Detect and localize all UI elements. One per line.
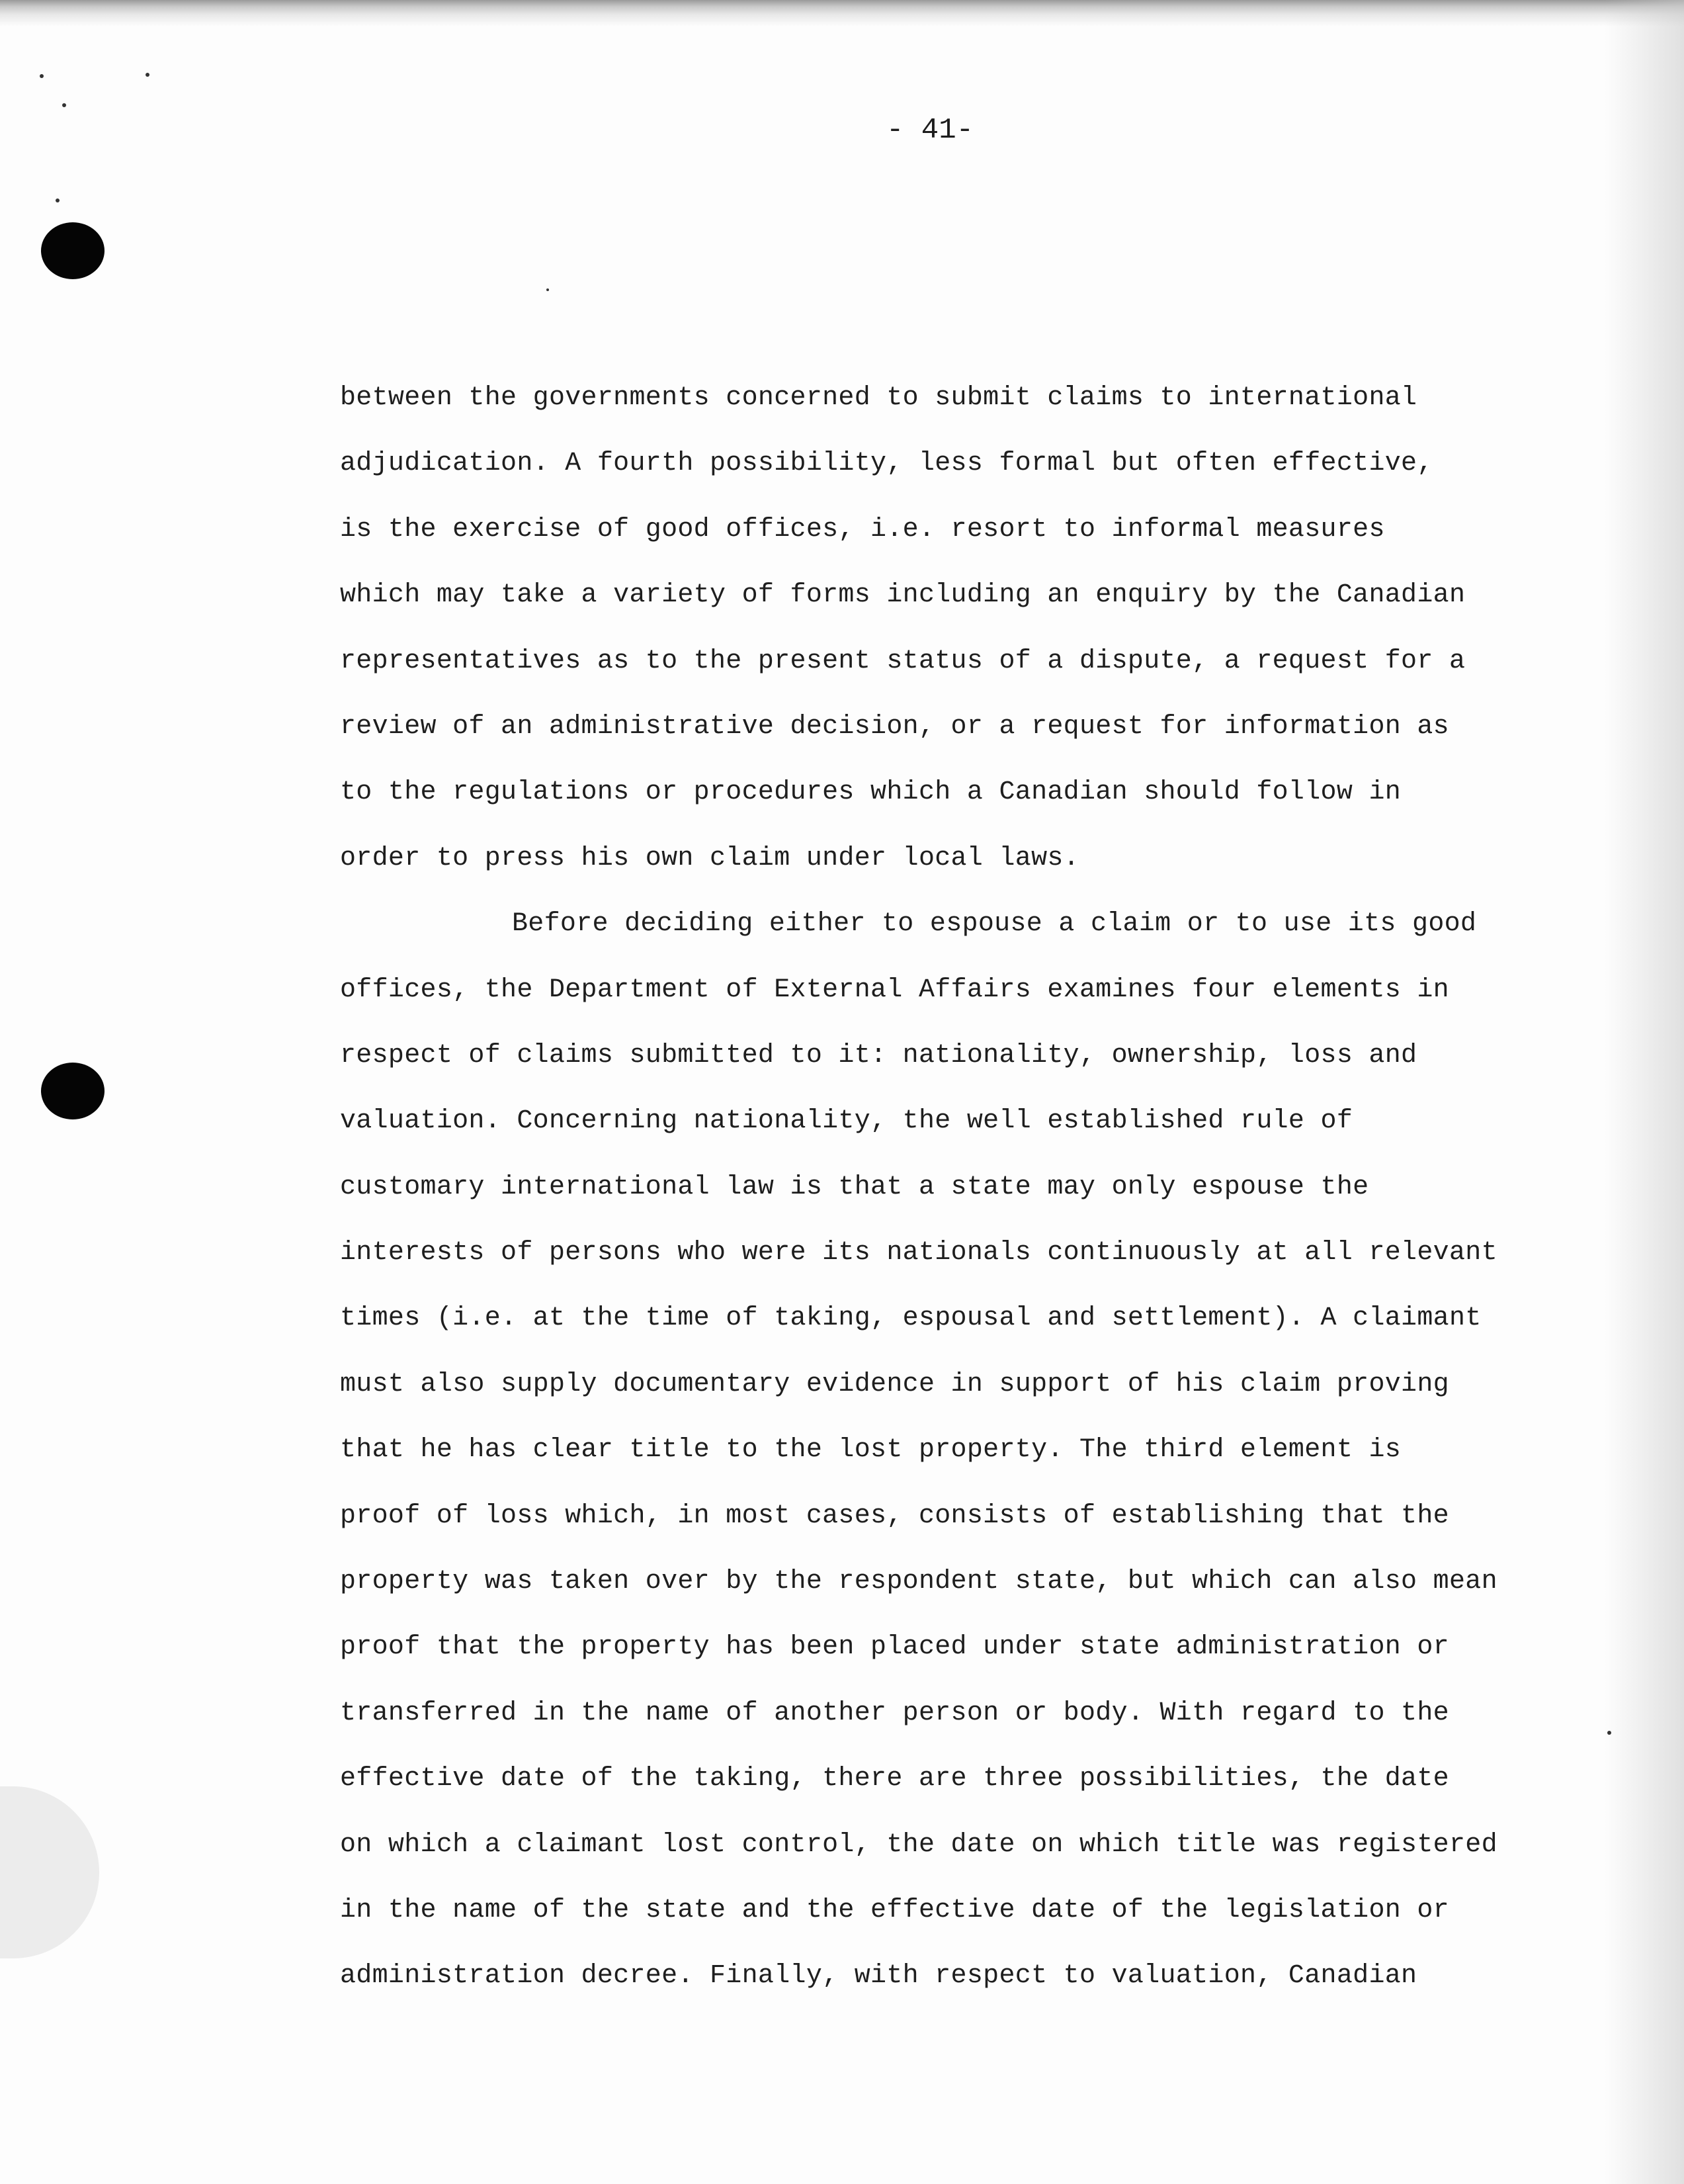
- paragraph-start-line: Before deciding either to espouse a claim or to use its good: [512, 909, 1477, 939]
- text-line: administration decree. Finally, with respect to valuation, Canadian: [340, 1961, 1417, 1991]
- text-line: to the regulations or procedures which a Canadian should follow in: [340, 777, 1402, 808]
- text-line: must also supply documentary evidence in support of his claim proving: [340, 1369, 1449, 1399]
- scan-speck: [56, 198, 60, 202]
- scan-top-edge: [0, 0, 1684, 26]
- scan-speck: [40, 74, 44, 78]
- scan-shadow: [0, 1786, 99, 1958]
- text-line: which may take a variety of forms including an enquiry by the Canadian: [340, 580, 1466, 611]
- scan-speck: [146, 73, 149, 77]
- text-line: that he has clear title to the lost property. The third element is: [340, 1435, 1402, 1465]
- text-line: valuation. Concerning nationality, the well established rule of: [340, 1106, 1353, 1137]
- page-number: - 41-: [886, 114, 974, 147]
- text-line: interests of persons who were its nationals continuously at all relevant: [340, 1238, 1497, 1268]
- text-line: proof of loss which, in most cases, consists of establishing that the: [340, 1501, 1449, 1531]
- text-line: respect of claims submitted to it: nationality, ownership, loss and: [340, 1040, 1417, 1070]
- scan-right-edge: [1605, 0, 1684, 2184]
- text-line: between the governments concerned to submit claims to international: [340, 383, 1417, 413]
- scan-speck: [62, 103, 66, 107]
- text-line: transferred in the name of another person or body. With regard to the: [340, 1698, 1449, 1728]
- punch-hole-top: [41, 222, 105, 279]
- text-line: adjudication. A fourth possibility, less formal but often effective,: [340, 449, 1433, 479]
- text-line: is the exercise of good offices, i.e. resort to informal measures: [340, 514, 1385, 545]
- text-line: effective date of the taking, there are three possibilities, the date: [340, 1764, 1449, 1794]
- text-line: proof that the property has been placed under state administration or: [340, 1632, 1449, 1663]
- scan-speck: [546, 288, 549, 291]
- text-line: property was taken over by the respondent state, but which can also mean: [340, 1567, 1497, 1597]
- text-line: offices, the Department of External Affairs examines four elements in: [340, 975, 1449, 1005]
- text-line: representatives as to the present status of a dispute, a request for a: [340, 646, 1466, 676]
- scan-speck: [1607, 1731, 1611, 1735]
- text-line: order to press his own claim under local laws.: [340, 843, 1079, 873]
- text-line: times (i.e. at the time of taking, espousal and settlement). A claimant: [340, 1303, 1482, 1334]
- text-line: customary international law is that a state may only espouse the: [340, 1172, 1369, 1202]
- text-line: review of an administrative decision, or a request for information as: [340, 711, 1449, 742]
- body-text: [340, 365, 1557, 2009]
- text-line: on which a claimant lost control, the date on which title was registered: [340, 1829, 1497, 1860]
- punch-hole-middle: [41, 1063, 105, 1119]
- text-line: in the name of the state and the effective date of the legislation or: [340, 1895, 1449, 1925]
